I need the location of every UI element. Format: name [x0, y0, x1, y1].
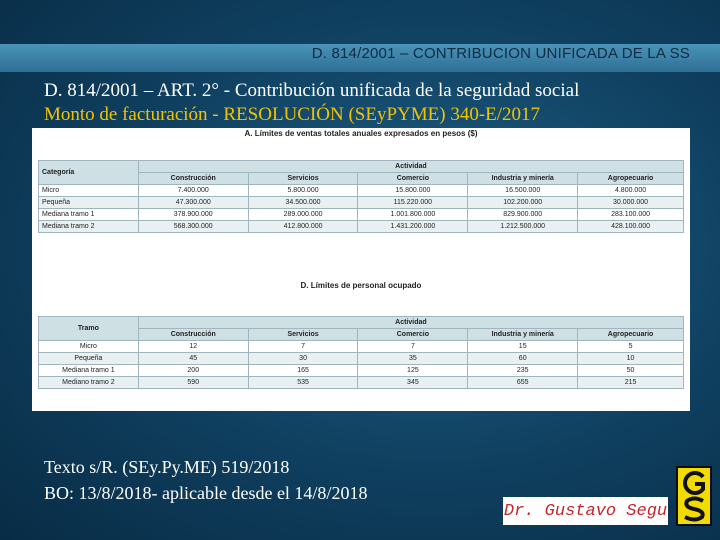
table-cell: 283.100.000	[578, 209, 684, 221]
table-cell: 15	[468, 341, 578, 353]
footer-note	[44, 454, 367, 506]
tables-panel	[32, 128, 690, 411]
table-row	[39, 209, 684, 221]
footer-line-2: BO: 13/8/2018- aplicable desde el 14/8/2018	[44, 483, 368, 503]
gs-logo	[676, 466, 712, 526]
table-cell: 30.000.000	[578, 197, 684, 209]
table-cell: 7	[248, 341, 358, 353]
table-cell: 655	[468, 377, 578, 389]
table-cell: 15.800.000	[358, 185, 468, 197]
table-cell: 535	[248, 377, 358, 389]
table-cell: 102.200.000	[468, 197, 578, 209]
row-label: Pequeña	[39, 197, 139, 209]
table-cell: 1.001.800.000	[358, 209, 468, 221]
table-d-title: D. Límites de personal ocupado	[300, 281, 422, 290]
table-cell: 289.000.000	[248, 209, 358, 221]
table-cell: 345	[358, 377, 468, 389]
table-cell: 125	[358, 365, 468, 377]
table-cell: 5	[578, 341, 684, 353]
row-label: Pequeña	[39, 353, 139, 365]
row-label: Micro	[39, 185, 139, 197]
heading-line-1: D. 814/2001 – ART. 2° - Contribución unificada de la seguridad social	[44, 80, 580, 101]
table-a-title: A. Límites de ventas totales anuales expresados en pesos ($)	[244, 129, 478, 138]
footer-line-1: Texto s/R. (SEy.Py.ME) 519/2018	[44, 457, 290, 477]
table-cell: 30	[248, 353, 358, 365]
header-title: D. 814/2001 – CONTRIBUCION UNIFICADA DE LA SS	[311, 45, 690, 62]
column-header: Servicios	[248, 173, 358, 185]
table-d-group-header: Actividad	[138, 317, 683, 329]
table-cell: 215	[578, 377, 684, 389]
column-header: Construcción	[138, 173, 248, 185]
table-row	[39, 377, 684, 389]
row-label: Mediano tramo 2	[39, 377, 139, 389]
table-row	[39, 221, 684, 233]
staff-limits-table	[38, 316, 684, 389]
table-cell: 45	[138, 353, 248, 365]
table-cell: 47.300.000	[138, 197, 248, 209]
table-cell: 35	[358, 353, 468, 365]
table-cell: 412.800.000	[248, 221, 358, 233]
table-cell: 1.431.200.000	[358, 221, 468, 233]
table-a-group-header: Actividad	[138, 161, 683, 173]
column-header: Servicios	[248, 329, 358, 341]
table-cell: 7	[358, 341, 468, 353]
table-cell: 12	[138, 341, 248, 353]
table-cell: 10	[578, 353, 684, 365]
table-cell: 829.900.000	[468, 209, 578, 221]
row-label: Mediana tramo 1	[39, 365, 139, 377]
row-label: Mediana tramo 1	[39, 209, 139, 221]
table-cell: 1.212.500.000	[468, 221, 578, 233]
table-d-corner: Tramo	[39, 317, 139, 341]
column-header: Comercio	[358, 173, 468, 185]
table-cell: 16.500.000	[468, 185, 578, 197]
table-cell: 7.400.000	[138, 185, 248, 197]
table-cell: 115.220.000	[358, 197, 468, 209]
column-header: Industria y minería	[468, 329, 578, 341]
table-cell: 34.500.000	[248, 197, 358, 209]
table-a-corner: Categoría	[39, 161, 139, 185]
author-signature: Dr. Gustavo Segu	[503, 497, 668, 525]
table-cell: 5.800.000	[248, 185, 358, 197]
sales-limits-table	[38, 160, 684, 233]
table-cell: 428.100.000	[578, 221, 684, 233]
table-cell: 568.300.000	[138, 221, 248, 233]
table-cell: 60	[468, 353, 578, 365]
table-cell: 235	[468, 365, 578, 377]
heading-line-2: Monto de facturación - RESOLUCIÓN (SEyPYME) 340-E/2017	[44, 104, 541, 125]
gs-logo-mark	[678, 468, 710, 524]
table-cell: 50	[578, 365, 684, 377]
table-row	[39, 365, 684, 377]
column-header: Agropecuario	[578, 173, 684, 185]
column-header: Industria y minería	[468, 173, 578, 185]
table-cell: 165	[248, 365, 358, 377]
row-label: Mediana tramo 2	[39, 221, 139, 233]
table-row	[39, 353, 684, 365]
table-row	[39, 341, 684, 353]
column-header: Agropecuario	[578, 329, 684, 341]
row-label: Micro	[39, 341, 139, 353]
column-header: Construcción	[138, 329, 248, 341]
table-row	[39, 185, 684, 197]
table-cell: 4.800.000	[578, 185, 684, 197]
table-cell: 200	[138, 365, 248, 377]
table-cell: 590	[138, 377, 248, 389]
table-row	[39, 197, 684, 209]
table-cell: 378.900.000	[138, 209, 248, 221]
column-header: Comercio	[358, 329, 468, 341]
